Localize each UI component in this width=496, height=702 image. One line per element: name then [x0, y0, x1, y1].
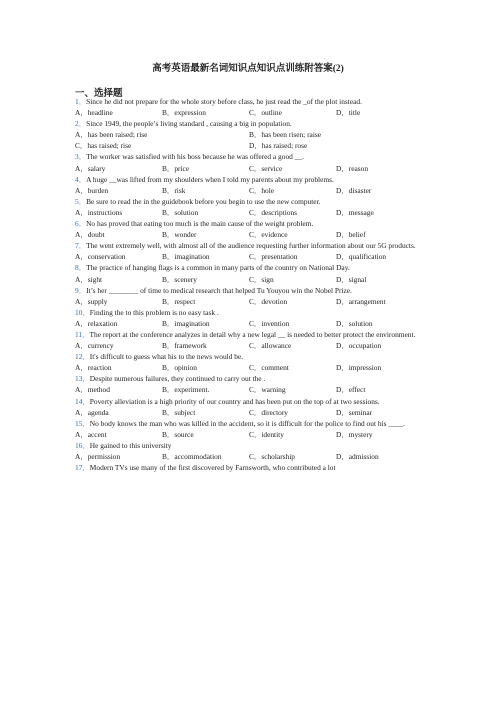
option: B．wonder [162, 230, 197, 240]
option: D．solution [336, 318, 373, 328]
question-number: 5． [75, 196, 87, 206]
option: C．invention [249, 318, 290, 328]
options-row [75, 185, 425, 196]
question [75, 262, 425, 273]
option: A．relaxation [75, 318, 118, 328]
option: C．service [249, 163, 283, 173]
options-row [75, 384, 425, 395]
question [75, 118, 425, 129]
options-row [75, 340, 425, 351]
option: A．sight [75, 274, 103, 284]
option: B．respect [162, 296, 196, 306]
option: A．doubt [75, 230, 105, 240]
question-text: It’s her ________ of time to medical research that helped Tu Youyou win the Nobel Prize. [86, 285, 352, 295]
question-number: 14． [75, 396, 90, 406]
options-row [75, 163, 425, 174]
question-number: 9． [75, 285, 87, 295]
option: A．agenda [75, 407, 109, 417]
option: C．descriptions [249, 207, 298, 217]
options-row [75, 229, 425, 240]
question-number: 12． [75, 352, 90, 362]
option: B．expression [162, 108, 206, 118]
option: A．salary [75, 163, 106, 173]
question [75, 351, 425, 362]
question-text: A huge __was lifted from my shoulders when I told my parents about my problems. [86, 174, 334, 184]
question-text: The went extremely well, with almost all of the audience requesting further information about our 5G products. [86, 241, 416, 251]
question-text: It's difficult to guess what his to the news would be. [89, 352, 244, 362]
option: A．conservation [75, 252, 126, 262]
options-row [75, 362, 425, 373]
question [75, 285, 425, 296]
options-row [75, 451, 425, 462]
question [75, 96, 425, 107]
option: D．has raised; rose [249, 141, 308, 151]
question [75, 418, 425, 429]
question [75, 462, 425, 473]
option: D．admission [336, 452, 379, 461]
option: C．sign [249, 274, 274, 284]
question [75, 396, 425, 407]
question-number: 17． [75, 463, 90, 473]
option: D．effect [336, 385, 366, 395]
option: C．scholarship [249, 452, 295, 461]
option: D．occupation [336, 341, 382, 351]
option: C．outline [249, 108, 282, 118]
option: B．price [162, 163, 190, 173]
option: B．solution [162, 207, 199, 217]
question-number: 2． [75, 119, 87, 129]
question [75, 151, 425, 162]
option: B．imagination [162, 252, 210, 262]
question-number: 10． [75, 307, 90, 317]
option: C．allowance [249, 341, 292, 351]
options-row [75, 107, 425, 118]
question-text: Since he did not prepare for the whole story before class, he just read the _of the plot instead. [86, 97, 362, 106]
question-text: Despite numerous failures, they continued to carry out the . [89, 374, 266, 384]
question-number: 6． [75, 219, 87, 229]
question-number: 4． [75, 174, 87, 184]
question [75, 373, 425, 384]
question [75, 307, 425, 318]
option: C．warning [249, 385, 286, 395]
question-text: The practice of hanging flags is a common in many parts of the country on National Day. [86, 263, 350, 273]
question-number: 3． [75, 152, 87, 162]
document-title: 高考英语最新名词知识点知识点训练附答案(2) [152, 64, 344, 74]
question-number: 13． [75, 374, 90, 384]
option: B．has been risen; raise [249, 130, 322, 140]
question [75, 440, 425, 451]
option: C．devotion [249, 296, 288, 306]
option: D．message [336, 207, 374, 217]
options-row [75, 140, 425, 151]
option: A．reaction [75, 363, 112, 373]
question-text: He gained to this university [89, 440, 172, 450]
option: B．experiment. [162, 385, 210, 395]
option: A．currency [75, 341, 114, 351]
question-number: 7． [75, 241, 87, 251]
option: C．directory [249, 407, 288, 417]
option: A．method [75, 385, 110, 395]
option: D．impression [336, 363, 382, 373]
option: C．hole [249, 185, 275, 195]
options-row [75, 129, 425, 140]
question-text: No has proved that eating too much is the main cause of the weight problem. [86, 219, 314, 229]
question-text: The report at the conference analyzes in detail why a new legal __ is needed to better protect the environment. [89, 329, 416, 339]
option: A．has been raised; rise [75, 130, 148, 140]
option: D．reason [336, 163, 369, 173]
options-row [75, 251, 425, 262]
option: D．signal [336, 274, 367, 284]
option: D．title [336, 108, 361, 118]
option: B．scenery [162, 274, 197, 284]
option: A．supply [75, 296, 108, 306]
option: C．identity [249, 429, 284, 439]
question-list [75, 96, 425, 473]
question [75, 240, 425, 251]
question-text: Finding the to this problem is no easy task . [89, 307, 219, 317]
question-text: No body knows the man who was killed in the accident, so it is difficult for the police to find out his ____. [89, 418, 405, 428]
option: D．seminar [336, 407, 373, 417]
option: D．qualification [336, 252, 387, 262]
option: D．disaster [336, 185, 372, 195]
option: B．imagination [162, 318, 210, 328]
options-row [75, 296, 425, 307]
question-number: 16． [75, 440, 90, 450]
option: C．comment [249, 363, 289, 373]
question-text: Modern TVs use many of the first discovered by Farnsworth, who contributed a lot [89, 463, 336, 473]
question-text: Poverty alleviation is a high priority of our country and has been put on the top of at two sessions. [89, 396, 380, 406]
question-text: Be sure to read the in the guidebook before you begin to use the new computer. [86, 196, 321, 206]
question-text: Since 1949, the people’s living standard , causing a big in population. [86, 119, 292, 129]
options-row [75, 318, 425, 329]
options-row [75, 429, 425, 440]
options-row [75, 407, 425, 418]
option: A．accent [75, 429, 107, 439]
question-text: The worker was satisfied with his boss because he was offered a good __. [86, 152, 304, 162]
option: B．opinion [162, 363, 197, 373]
option: A．permission [75, 452, 121, 461]
options-row [75, 207, 425, 218]
option: D．mystery [336, 429, 373, 439]
option: B．risk [162, 185, 186, 195]
question-number: 15． [75, 418, 90, 428]
option: B．source [162, 429, 194, 439]
option: B．accommodation [162, 452, 222, 461]
question [75, 174, 425, 185]
question-number: 8． [75, 263, 87, 273]
question [75, 329, 425, 340]
option: C．has raised; rise [75, 141, 132, 151]
option: B．framework [162, 341, 207, 351]
question [75, 196, 425, 207]
question [75, 218, 425, 229]
option: C．presentation [249, 252, 298, 262]
option: A．instructions [75, 207, 123, 217]
options-row [75, 274, 425, 285]
option: C．evidence [249, 230, 288, 240]
question-number: 1． [75, 97, 87, 106]
option: A．burden [75, 185, 109, 195]
option: D．arrangement [336, 296, 386, 306]
option: D．belief [336, 230, 366, 240]
option: A．headline [75, 108, 113, 118]
question-number: 11． [75, 329, 90, 339]
option: B．subject [162, 407, 196, 417]
section-heading: 一、选择题 [75, 89, 123, 99]
